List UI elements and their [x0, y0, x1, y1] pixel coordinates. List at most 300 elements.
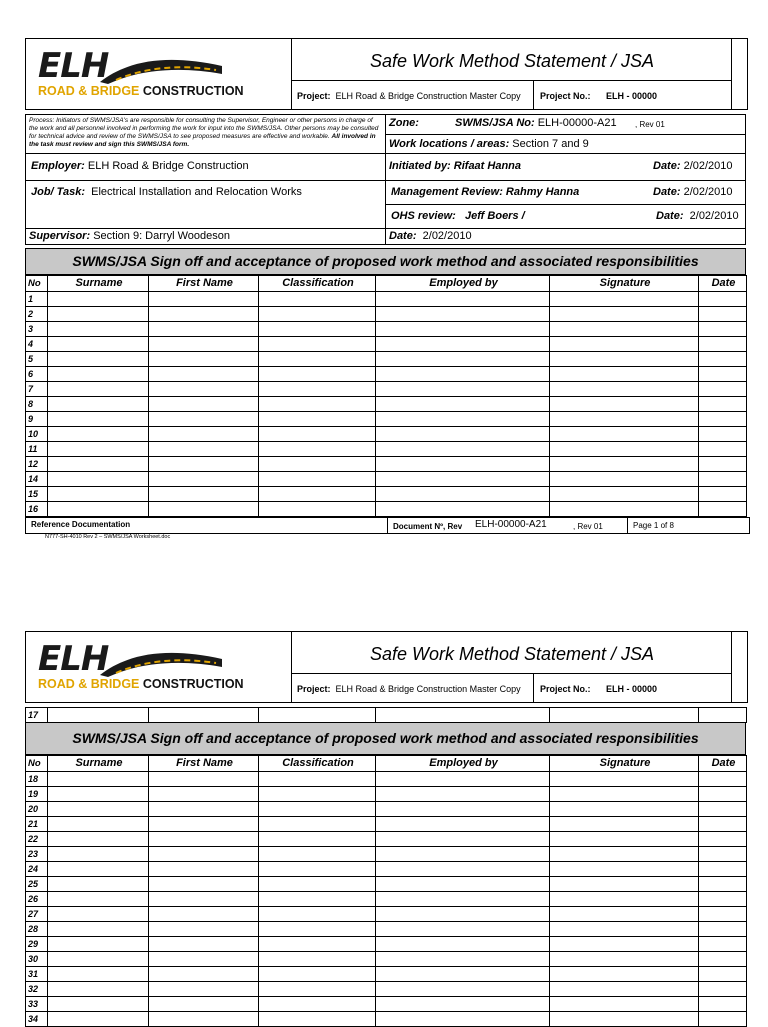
employed-by-cell[interactable] [376, 772, 550, 787]
surname-cell[interactable] [48, 997, 149, 1012]
surname-cell[interactable] [48, 457, 149, 472]
date-cell[interactable] [699, 922, 747, 937]
surname-cell[interactable] [48, 862, 149, 877]
surname-cell[interactable] [48, 772, 149, 787]
first-name-cell[interactable] [149, 472, 259, 487]
signature-cell[interactable] [550, 772, 699, 787]
classification-cell[interactable] [259, 708, 376, 723]
signature-cell[interactable] [550, 982, 699, 997]
employed-by-cell[interactable] [376, 847, 550, 862]
process-text: Process: Initiators of SWMS/JSA's are responsible for consulting the Supervisor, Engineer or other persons in charge of the work and all personnel involved in performing the work for input into the SWMS/JSA. Other persons may be consulted for technical advice and review of the SWMS/JSA to see proposed measures are effective and workable. All involved in the task must review and sign this SWMS/JSA form. [29, 117, 379, 148]
table-row [26, 397, 747, 412]
employed-by-cell[interactable] [376, 322, 550, 337]
surname-cell[interactable] [48, 787, 149, 802]
logo-text: ROAD & BRIDGE CONSTRUCTION [38, 84, 244, 98]
signature-cell[interactable] [550, 352, 699, 367]
signature-cell[interactable] [550, 367, 699, 382]
supervisor-date-field: Date: 2/02/2010 [389, 230, 472, 242]
date-cell[interactable] [699, 292, 747, 307]
project-no-value-2: ELH - 00000 [606, 684, 658, 694]
employed-by-cell[interactable] [376, 967, 550, 982]
surname-cell[interactable] [48, 982, 149, 997]
signature-cell[interactable] [550, 427, 699, 442]
initiated-by-field: Initiated by: Rifaat Hanna [389, 160, 522, 172]
row-number: 7 [26, 382, 48, 397]
surname-cell[interactable] [48, 967, 149, 982]
classification-cell[interactable] [259, 442, 376, 457]
surname-cell[interactable] [48, 502, 149, 517]
table-row [26, 892, 747, 907]
first-name-cell[interactable] [149, 862, 259, 877]
first-name-cell[interactable] [149, 367, 259, 382]
table-row [26, 922, 747, 937]
work-locations-field: Work locations / areas: Section 7 and 9 [389, 138, 589, 150]
column-header-first-name: First Name [149, 756, 259, 772]
signature-cell[interactable] [550, 997, 699, 1012]
surname-cell[interactable] [48, 337, 149, 352]
employed-by-cell[interactable] [376, 862, 550, 877]
row-number: 14 [26, 472, 48, 487]
date-cell[interactable] [699, 787, 747, 802]
project-no-label-2: Project No.: [540, 684, 591, 694]
classification-cell[interactable] [259, 412, 376, 427]
table-row [26, 952, 747, 967]
table-row [26, 1012, 747, 1027]
first-name-cell[interactable] [149, 847, 259, 862]
signature-cell[interactable] [550, 487, 699, 502]
classification-cell[interactable] [259, 907, 376, 922]
surname-cell[interactable] [48, 922, 149, 937]
first-name-cell[interactable] [149, 877, 259, 892]
employed-by-cell[interactable] [376, 412, 550, 427]
signature-cell[interactable] [550, 892, 699, 907]
document-number-value: ELH-00000-A21 [475, 519, 547, 530]
row-number: 9 [26, 412, 48, 427]
signature-cell[interactable] [550, 787, 699, 802]
classification-cell[interactable] [259, 772, 376, 787]
first-name-cell[interactable] [149, 382, 259, 397]
employed-by-cell[interactable] [376, 292, 550, 307]
employed-by-cell[interactable] [376, 877, 550, 892]
surname-cell[interactable] [48, 307, 149, 322]
signature-cell[interactable] [550, 802, 699, 817]
table-row [26, 442, 747, 457]
date-cell[interactable] [699, 442, 747, 457]
column-header-no: No [26, 756, 48, 772]
classification-cell[interactable] [259, 322, 376, 337]
surname-cell[interactable] [48, 892, 149, 907]
first-name-cell[interactable] [149, 802, 259, 817]
column-header-date: Date [699, 276, 747, 292]
employed-by-cell[interactable] [376, 472, 550, 487]
employed-by-cell[interactable] [376, 817, 550, 832]
classification-cell[interactable] [259, 427, 376, 442]
column-header-employed-by: Employed by [376, 756, 550, 772]
first-name-cell[interactable] [149, 442, 259, 457]
first-name-cell[interactable] [149, 907, 259, 922]
date-cell[interactable] [699, 997, 747, 1012]
row-number: 33 [26, 997, 48, 1012]
table-row [26, 967, 747, 982]
employer-field: Employer: ELH Road & Bridge Construction [31, 160, 249, 172]
table-row [26, 862, 747, 877]
logo-mark-2: ELH [38, 639, 109, 679]
signoff-heading: SWMS/JSA Sign off and acceptance of proposed work method and associated responsibilities [72, 253, 699, 269]
date-cell[interactable] [699, 847, 747, 862]
employed-by-cell[interactable] [376, 442, 550, 457]
first-name-cell[interactable] [149, 922, 259, 937]
employed-by-cell[interactable] [376, 367, 550, 382]
signature-cell[interactable] [550, 862, 699, 877]
surname-cell[interactable] [48, 907, 149, 922]
table-row [26, 787, 747, 802]
table-row [26, 367, 747, 382]
signature-cell[interactable] [550, 922, 699, 937]
first-name-cell[interactable] [149, 502, 259, 517]
page-number: Page 1 of 8 [633, 521, 674, 530]
first-name-cell[interactable] [149, 967, 259, 982]
date-cell[interactable] [699, 862, 747, 877]
surname-cell[interactable] [48, 847, 149, 862]
date-cell[interactable] [699, 352, 747, 367]
file-name: N777-SH-4010 Rev 2 – SWMS/JSA Worksheet.doc [45, 534, 171, 540]
classification-cell[interactable] [259, 337, 376, 352]
employed-by-cell[interactable] [376, 922, 550, 937]
swms-rev: , Rev 01 [635, 120, 665, 129]
row-number: 29 [26, 937, 48, 952]
surname-cell[interactable] [48, 802, 149, 817]
reference-documentation-label: Reference Documentation [31, 520, 131, 529]
signature-cell[interactable] [550, 502, 699, 517]
table-row [26, 457, 747, 472]
classification-cell[interactable] [259, 502, 376, 517]
employed-by-cell[interactable] [376, 892, 550, 907]
date-cell[interactable] [699, 982, 747, 997]
employed-by-cell[interactable] [376, 802, 550, 817]
classification-cell[interactable] [259, 922, 376, 937]
surname-cell[interactable] [48, 708, 149, 723]
first-name-cell[interactable] [149, 457, 259, 472]
date-cell[interactable] [699, 487, 747, 502]
employed-by-cell[interactable] [376, 952, 550, 967]
first-name-cell[interactable] [149, 412, 259, 427]
surname-cell[interactable] [48, 382, 149, 397]
classification-cell[interactable] [259, 937, 376, 952]
row-number: 24 [26, 862, 48, 877]
row-number: 30 [26, 952, 48, 967]
date-cell[interactable] [699, 907, 747, 922]
surname-cell[interactable] [48, 412, 149, 427]
signature-cell[interactable] [550, 457, 699, 472]
document-number-label: Document Nº, Rev [393, 522, 463, 531]
employed-by-cell[interactable] [376, 937, 550, 952]
first-name-cell[interactable] [149, 307, 259, 322]
employed-by-cell[interactable] [376, 427, 550, 442]
employed-by-cell[interactable] [376, 997, 550, 1012]
classification-cell[interactable] [259, 307, 376, 322]
first-name-cell[interactable] [149, 292, 259, 307]
classification-cell[interactable] [259, 862, 376, 877]
table-row [26, 502, 747, 517]
classification-cell[interactable] [259, 982, 376, 997]
classification-cell[interactable] [259, 457, 376, 472]
signature-cell[interactable] [550, 1012, 699, 1027]
classification-cell[interactable] [259, 382, 376, 397]
surname-cell[interactable] [48, 442, 149, 457]
date-cell[interactable] [699, 472, 747, 487]
signature-cell[interactable] [550, 412, 699, 427]
first-name-cell[interactable] [149, 397, 259, 412]
employed-by-cell[interactable] [376, 352, 550, 367]
job-task-field: Job/ Task: Electrical Installation and Relocation Works [31, 186, 302, 198]
row-number: 18 [26, 772, 48, 787]
surname-cell[interactable] [48, 817, 149, 832]
signature-cell[interactable] [550, 472, 699, 487]
first-name-cell[interactable] [149, 337, 259, 352]
column-header-signature: Signature [550, 276, 699, 292]
classification-cell[interactable] [259, 787, 376, 802]
surname-cell[interactable] [48, 832, 149, 847]
carry-row-table [25, 707, 747, 723]
date-cell[interactable] [699, 502, 747, 517]
road-swoosh-icon [98, 645, 224, 679]
surname-cell[interactable] [48, 322, 149, 337]
first-name-cell[interactable] [149, 427, 259, 442]
date-cell[interactable] [699, 877, 747, 892]
surname-cell[interactable] [48, 367, 149, 382]
column-header-date: Date [699, 756, 747, 772]
row-number: 23 [26, 847, 48, 862]
project-field-2: Project: ELH Road & Bridge Construction Master Copy [297, 684, 521, 694]
employed-by-cell[interactable] [376, 502, 550, 517]
table-row [26, 292, 747, 307]
date-cell[interactable] [699, 457, 747, 472]
date-cell[interactable] [699, 412, 747, 427]
row-number: 20 [26, 802, 48, 817]
surname-cell[interactable] [48, 877, 149, 892]
table-row [26, 817, 747, 832]
date-cell[interactable] [699, 817, 747, 832]
table-row [26, 708, 747, 723]
table-row [26, 937, 747, 952]
surname-cell[interactable] [48, 397, 149, 412]
table-row [26, 307, 747, 322]
page-title-2: Safe Work Method Statement / JSA [369, 644, 655, 664]
row-number: 15 [26, 487, 48, 502]
swms-number-field: SWMS/JSA No: ELH-00000-A21 [455, 117, 617, 129]
employed-by-cell[interactable] [376, 787, 550, 802]
classification-cell[interactable] [259, 472, 376, 487]
first-name-cell[interactable] [149, 352, 259, 367]
column-header-first-name: First Name [149, 276, 259, 292]
employed-by-cell[interactable] [376, 307, 550, 322]
row-number: 28 [26, 922, 48, 937]
ohs-date-field: Date: 2/02/2010 [656, 210, 739, 222]
logo-mark: ELH [38, 46, 109, 86]
first-name-cell[interactable] [149, 937, 259, 952]
employed-by-cell[interactable] [376, 397, 550, 412]
signature-cell[interactable] [550, 382, 699, 397]
date-cell[interactable] [699, 937, 747, 952]
table-row [26, 772, 747, 787]
surname-cell[interactable] [48, 352, 149, 367]
signoff-table-page-2 [25, 755, 747, 1027]
row-number: 19 [26, 787, 48, 802]
date-cell[interactable] [699, 322, 747, 337]
classification-cell[interactable] [259, 847, 376, 862]
surname-cell[interactable] [48, 427, 149, 442]
supervisor-field: Supervisor: Section 9: Darryl Woodeson [29, 230, 230, 242]
row-number: 17 [26, 708, 48, 723]
employed-by-cell[interactable] [376, 1012, 550, 1027]
row-number: 3 [26, 322, 48, 337]
surname-cell[interactable] [48, 937, 149, 952]
row-number: 34 [26, 1012, 48, 1027]
signature-cell[interactable] [550, 397, 699, 412]
employed-by-cell[interactable] [376, 708, 550, 723]
table-row [26, 427, 747, 442]
column-header-no: No [26, 276, 48, 292]
table-row [26, 802, 747, 817]
row-number: 11 [26, 442, 48, 457]
first-name-cell[interactable] [149, 817, 259, 832]
classification-cell[interactable] [259, 997, 376, 1012]
date-cell[interactable] [699, 952, 747, 967]
first-name-cell[interactable] [149, 952, 259, 967]
table-row [26, 487, 747, 502]
date-cell[interactable] [699, 367, 747, 382]
first-name-cell[interactable] [149, 708, 259, 723]
ohs-review-field: OHS review: Jeff Boers / [391, 210, 525, 222]
classification-cell[interactable] [259, 817, 376, 832]
date-cell[interactable] [699, 708, 747, 723]
first-name-cell[interactable] [149, 982, 259, 997]
signature-cell[interactable] [550, 292, 699, 307]
row-number: 12 [26, 457, 48, 472]
classification-cell[interactable] [259, 487, 376, 502]
signature-cell[interactable] [550, 307, 699, 322]
date-cell[interactable] [699, 967, 747, 982]
signature-cell[interactable] [550, 907, 699, 922]
date-cell[interactable] [699, 1012, 747, 1027]
signoff-heading-2: SWMS/JSA Sign off and acceptance of proposed work method and associated responsibilities [72, 730, 699, 746]
logo-text-2: ROAD & BRIDGE CONSTRUCTION [38, 677, 244, 691]
first-name-cell[interactable] [149, 832, 259, 847]
row-number: 8 [26, 397, 48, 412]
table-row [26, 997, 747, 1012]
surname-cell[interactable] [48, 487, 149, 502]
employed-by-cell[interactable] [376, 337, 550, 352]
signature-cell[interactable] [550, 708, 699, 723]
date-cell[interactable] [699, 772, 747, 787]
row-number: 1 [26, 292, 48, 307]
first-name-cell[interactable] [149, 892, 259, 907]
employed-by-cell[interactable] [376, 982, 550, 997]
date-cell[interactable] [699, 307, 747, 322]
row-number: 31 [26, 967, 48, 982]
signature-cell[interactable] [550, 832, 699, 847]
row-number: 6 [26, 367, 48, 382]
date-cell[interactable] [699, 802, 747, 817]
row-number: 10 [26, 427, 48, 442]
first-name-cell[interactable] [149, 787, 259, 802]
road-swoosh-icon [98, 52, 224, 86]
column-header-surname: Surname [48, 276, 149, 292]
row-number: 22 [26, 832, 48, 847]
employed-by-cell[interactable] [376, 457, 550, 472]
classification-cell[interactable] [259, 952, 376, 967]
table-row [26, 337, 747, 352]
employed-by-cell[interactable] [376, 487, 550, 502]
date-cell[interactable] [699, 892, 747, 907]
surname-cell[interactable] [48, 952, 149, 967]
row-number: 21 [26, 817, 48, 832]
table-row [26, 877, 747, 892]
surname-cell[interactable] [48, 1012, 149, 1027]
date-cell[interactable] [699, 337, 747, 352]
date-cell[interactable] [699, 397, 747, 412]
classification-cell[interactable] [259, 292, 376, 307]
classification-cell[interactable] [259, 967, 376, 982]
signature-cell[interactable] [550, 337, 699, 352]
first-name-cell[interactable] [149, 322, 259, 337]
column-header-signature: Signature [550, 756, 699, 772]
employed-by-cell[interactable] [376, 832, 550, 847]
classification-cell[interactable] [259, 352, 376, 367]
first-name-cell[interactable] [149, 997, 259, 1012]
classification-cell[interactable] [259, 877, 376, 892]
date-cell[interactable] [699, 427, 747, 442]
classification-cell[interactable] [259, 892, 376, 907]
date-cell[interactable] [699, 382, 747, 397]
table-row [26, 832, 747, 847]
table-row [26, 322, 747, 337]
employed-by-cell[interactable] [376, 382, 550, 397]
signature-cell[interactable] [550, 952, 699, 967]
signature-cell[interactable] [550, 877, 699, 892]
first-name-cell[interactable] [149, 1012, 259, 1027]
table-row [26, 412, 747, 427]
first-name-cell[interactable] [149, 772, 259, 787]
document-rev: , Rev 01 [573, 522, 603, 531]
table-header-row [26, 276, 747, 292]
classification-cell[interactable] [259, 832, 376, 847]
employed-by-cell[interactable] [376, 907, 550, 922]
signature-cell[interactable] [550, 322, 699, 337]
table-row [26, 982, 747, 997]
table-header-row [26, 756, 747, 772]
classification-cell[interactable] [259, 1012, 376, 1027]
signature-cell[interactable] [550, 442, 699, 457]
surname-cell[interactable] [48, 292, 149, 307]
column-header-surname: Surname [48, 756, 149, 772]
table-row [26, 907, 747, 922]
first-name-cell[interactable] [149, 487, 259, 502]
row-number: 4 [26, 337, 48, 352]
signature-cell[interactable] [550, 937, 699, 952]
date-cell[interactable] [699, 832, 747, 847]
classification-cell[interactable] [259, 367, 376, 382]
project-no-label: Project No.: [540, 91, 591, 101]
classification-cell[interactable] [259, 397, 376, 412]
surname-cell[interactable] [48, 472, 149, 487]
classification-cell[interactable] [259, 802, 376, 817]
signoff-table-page-1 [25, 275, 747, 517]
row-number: 5 [26, 352, 48, 367]
signature-cell[interactable] [550, 967, 699, 982]
signature-cell[interactable] [550, 817, 699, 832]
signature-cell[interactable] [550, 847, 699, 862]
